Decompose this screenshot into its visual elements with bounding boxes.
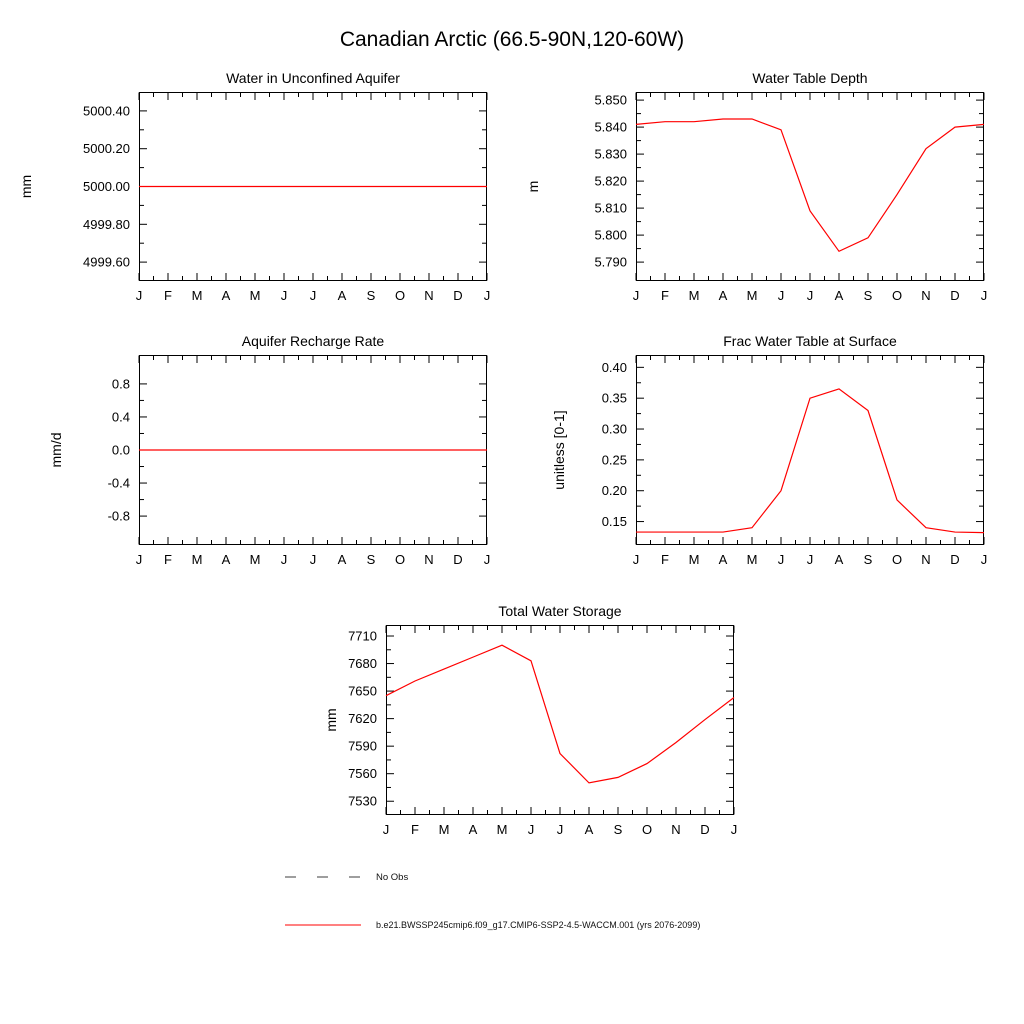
svg-text:-0.8: -0.8: [107, 508, 130, 524]
svg-text:J: J: [980, 288, 988, 303]
svg-text:5000.00: 5000.00: [83, 179, 130, 194]
svg-text:O: O: [641, 822, 653, 837]
svg-text:M: M: [249, 552, 261, 567]
series-line: [636, 389, 984, 533]
svg-text:J: J: [483, 552, 491, 567]
svg-text:0.40: 0.40: [601, 359, 627, 375]
svg-text:A: A: [337, 552, 347, 567]
chart-title: Water Table Depth: [752, 70, 868, 86]
svg-text:D: D: [950, 288, 960, 303]
axes-ticks: [636, 356, 984, 545]
svg-text:S: S: [366, 552, 376, 567]
svg-text:J: J: [980, 552, 988, 567]
y-axis-label: mm: [18, 174, 34, 199]
plot-frame: [387, 626, 734, 815]
chart-title: Frac Water Table at Surface: [723, 333, 897, 349]
legend-no-obs-label: No Obs: [376, 871, 409, 883]
svg-text:A: A: [221, 288, 231, 303]
svg-text:N: N: [921, 288, 931, 303]
svg-text:N: N: [921, 552, 931, 567]
chart-canvas: [18, 70, 491, 303]
svg-text:J: J: [632, 288, 640, 303]
svg-text:J: J: [135, 552, 143, 567]
svg-text:4999.60: 4999.60: [83, 254, 130, 270]
chart-canvas: [323, 603, 738, 837]
svg-text:J: J: [777, 288, 785, 303]
svg-text:D: D: [700, 822, 710, 837]
svg-text:A: A: [584, 822, 594, 837]
tick-labels: [348, 629, 737, 837]
svg-text:J: J: [806, 288, 814, 303]
svg-text:-0.4: -0.4: [107, 475, 130, 491]
axes-ticks: [386, 626, 734, 815]
y-axis-label: unitless [0-1]: [551, 410, 567, 490]
y-axis-label: mm/d: [48, 432, 64, 468]
svg-text:O: O: [891, 552, 903, 567]
svg-text:J: J: [777, 552, 785, 567]
svg-text:F: F: [661, 552, 669, 567]
svg-text:A: A: [834, 552, 844, 567]
svg-text:D: D: [453, 288, 463, 303]
svg-text:M: M: [688, 288, 700, 303]
svg-text:0.25: 0.25: [601, 452, 627, 468]
svg-text:A: A: [221, 552, 231, 567]
svg-text:M: M: [688, 552, 700, 567]
svg-text:S: S: [613, 822, 623, 837]
svg-text:7590: 7590: [348, 738, 377, 754]
svg-text:J: J: [135, 288, 143, 303]
svg-text:0.4: 0.4: [111, 409, 130, 425]
svg-text:O: O: [891, 288, 903, 303]
plot-frame: [637, 93, 984, 281]
model-line-sample: [285, 919, 361, 931]
svg-text:A: A: [468, 822, 478, 837]
chart-canvas: [48, 333, 491, 567]
svg-text:0.15: 0.15: [601, 514, 627, 530]
svg-text:A: A: [718, 288, 728, 303]
svg-text:J: J: [632, 552, 640, 567]
tick-labels: [108, 376, 491, 567]
series-line: [636, 119, 984, 251]
chart-water-in-unconfined-aquifer: [18, 70, 491, 303]
y-axis-label: mm: [323, 708, 339, 732]
no-obs-line-sample: [285, 871, 361, 883]
chart-total-water-storage: [323, 603, 738, 837]
svg-text:7560: 7560: [348, 766, 377, 782]
chart-canvas: [551, 333, 988, 567]
svg-text:7530: 7530: [348, 793, 377, 809]
plot-frame: [637, 356, 984, 545]
svg-text:F: F: [411, 822, 419, 837]
svg-text:J: J: [280, 288, 288, 303]
svg-text:J: J: [382, 822, 390, 837]
svg-text:O: O: [394, 552, 406, 567]
svg-text:N: N: [424, 552, 434, 567]
svg-text:J: J: [527, 822, 535, 837]
svg-text:F: F: [661, 288, 669, 303]
svg-text:5.840: 5.840: [594, 119, 627, 135]
svg-text:D: D: [453, 552, 463, 567]
svg-text:J: J: [556, 822, 564, 837]
svg-text:M: M: [191, 552, 203, 567]
legend-model-run: [285, 918, 700, 932]
svg-text:M: M: [746, 288, 758, 303]
svg-text:J: J: [280, 552, 288, 567]
chart-frac-water-table-at-surface: [551, 333, 988, 567]
series-line: [386, 645, 734, 783]
svg-text:5.830: 5.830: [594, 146, 627, 162]
chart-canvas: [525, 70, 988, 303]
y-axis-label: m: [525, 180, 541, 193]
svg-text:A: A: [834, 288, 844, 303]
svg-text:5000.40: 5000.40: [83, 103, 130, 119]
svg-text:0.8: 0.8: [111, 376, 130, 392]
svg-text:0.20: 0.20: [601, 483, 627, 499]
svg-text:J: J: [309, 288, 317, 303]
svg-text:N: N: [671, 822, 681, 837]
svg-text:D: D: [950, 552, 960, 567]
chart-title: Water in Unconfined Aquifer: [226, 70, 400, 86]
svg-text:J: J: [730, 822, 738, 837]
svg-text:5.820: 5.820: [594, 173, 627, 189]
figure-title: Canadian Arctic (66.5-90N,120-60W): [339, 28, 685, 51]
svg-text:0.35: 0.35: [601, 390, 627, 406]
svg-text:5.810: 5.810: [594, 200, 627, 216]
svg-text:7620: 7620: [348, 711, 377, 727]
svg-text:0.30: 0.30: [601, 421, 627, 437]
chart-water-table-depth: [525, 70, 988, 303]
svg-text:5000.20: 5000.20: [83, 141, 130, 157]
chart-title: Total Water Storage: [498, 603, 622, 619]
svg-text:M: M: [249, 288, 261, 303]
svg-text:J: J: [806, 552, 814, 567]
svg-text:M: M: [746, 552, 758, 567]
legend-no-obs: [285, 870, 408, 884]
svg-text:7680: 7680: [348, 656, 377, 672]
svg-text:J: J: [483, 288, 491, 303]
svg-text:5.850: 5.850: [594, 92, 627, 108]
svg-text:0.0: 0.0: [111, 442, 130, 458]
axes-ticks: [636, 93, 984, 281]
svg-text:J: J: [309, 552, 317, 567]
svg-text:M: M: [438, 822, 450, 837]
svg-text:7650: 7650: [348, 683, 377, 699]
legend-model-run-label: b.e21.BWSSP245cmip6.f09_g17.CMIP6-SSP2-4.5-WACCM.001 (yrs 2076-2099): [376, 920, 701, 930]
svg-text:S: S: [366, 288, 376, 303]
svg-text:5.790: 5.790: [594, 254, 627, 270]
svg-text:F: F: [164, 552, 172, 567]
svg-text:5.800: 5.800: [594, 227, 627, 243]
svg-text:S: S: [863, 552, 873, 567]
svg-text:M: M: [496, 822, 508, 837]
svg-text:A: A: [337, 288, 347, 303]
svg-text:M: M: [191, 288, 203, 303]
svg-text:A: A: [718, 552, 728, 567]
svg-text:O: O: [394, 288, 406, 303]
tick-labels: [602, 360, 988, 567]
svg-text:4999.80: 4999.80: [83, 216, 130, 232]
svg-text:F: F: [164, 288, 172, 303]
chart-title: Aquifer Recharge Rate: [241, 333, 385, 349]
svg-text:N: N: [424, 288, 434, 303]
chart-aquifer-recharge-rate: [48, 333, 491, 567]
tick-labels: [594, 93, 987, 303]
svg-text:S: S: [863, 288, 873, 303]
svg-text:7710: 7710: [348, 628, 377, 644]
